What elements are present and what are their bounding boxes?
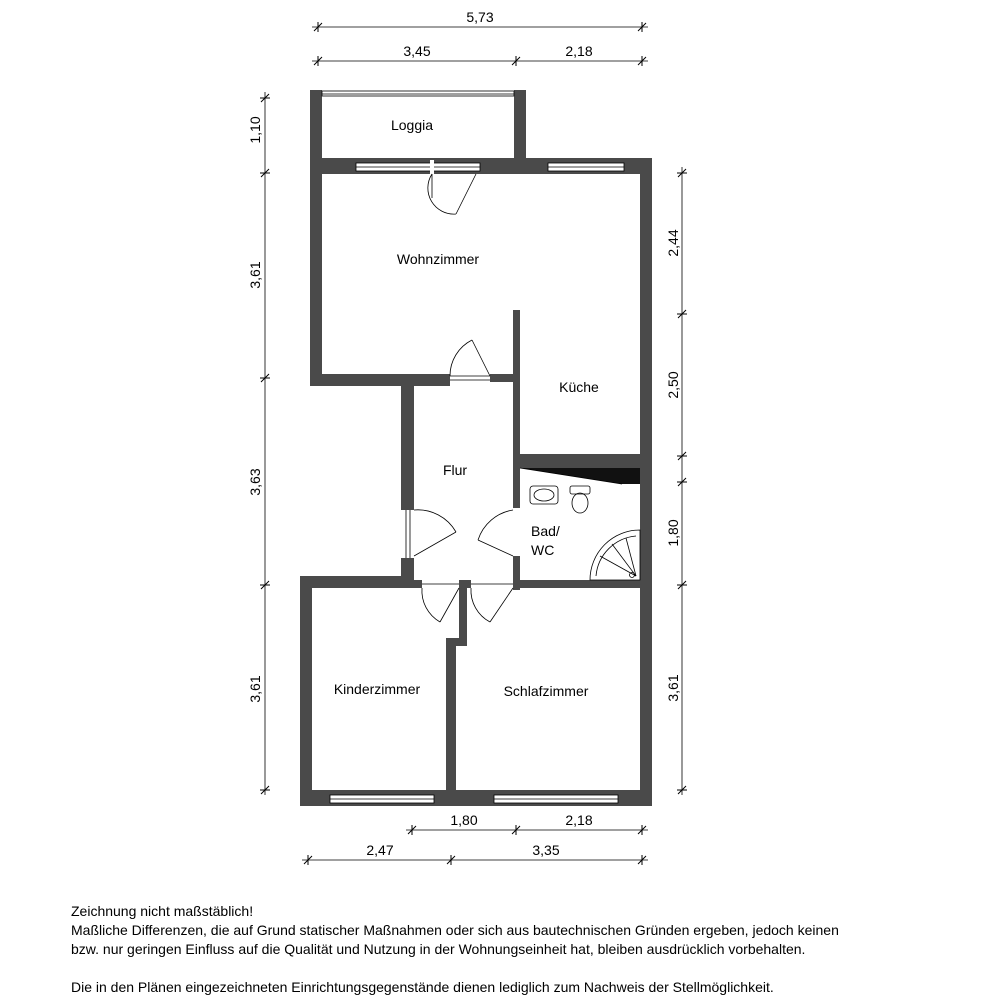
toilet-icon [570,486,590,513]
walls [300,90,652,806]
dim-label-right-3: 1,80 [665,519,681,547]
dim-label-right-2: 2,50 [665,371,681,399]
doors [406,160,513,622]
dim-label-left-3: 3,63 [247,468,263,496]
room-label-bad-line1: Bad/ [531,523,560,539]
disclaimer-notes [71,902,971,997]
dimension-bottom-outer [302,842,648,865]
room-label-kinderzimmer: Kinderzimmer [333,681,421,697]
dim-label-top-total: 5,73 [466,9,494,25]
note-dimension-disclaimer-2: bzw. nur geringen Einfluss auf die Qualität und Nutzung in der Wohnungseinheit hat, bleiben ausdrücklich vorbehalten. [71,941,806,957]
dimension-bottom-inner [406,812,648,835]
dimension-top-split [312,43,648,66]
note-dimension-disclaimer-1: Maßliche Differenzen, die auf Grund statischer Maßnahmen oder sich aus bautechnischen Gründen ergeben, jedoch keinen [71,922,839,938]
dim-label-right-4: 3,61 [665,674,681,702]
dim-label-right-1: 2,44 [665,229,681,257]
room-label-loggia: Loggia [390,117,434,133]
dim-label-left-1: 1,10 [247,116,263,144]
dimension-left [247,92,270,795]
dim-label-bottom-inner-left: 1,80 [450,812,478,828]
room-label-flur: Flur [442,462,468,478]
shower-icon [590,530,640,580]
note-not-to-scale: Zeichnung nicht maßstäblich! [71,903,254,919]
room-label-kueche: Küche [559,379,599,395]
dim-label-left-2: 3,61 [247,261,263,289]
dim-label-top-right: 2,18 [565,43,593,59]
room-label-wohnzimmer: Wohnzimmer [396,251,480,267]
room-label-schlafzimmer: Schlafzimmer [503,683,589,699]
sink-icon [530,486,558,504]
dim-label-bottom-inner-right: 2,18 [565,812,593,828]
dimension-top-total [312,9,648,32]
room-label-bad-line2: WC [531,542,555,558]
note-furniture-disclaimer: Die in den Plänen eingezeichneten Einrichtungsgegenstände dienen lediglich zum Nachweis der Stellmöglichkeit. [71,979,774,995]
dim-label-bottom-right: 3,35 [532,842,560,858]
dim-label-bottom-left: 2,47 [366,842,394,858]
dim-label-left-4: 3,61 [247,675,263,703]
dim-label-top-left: 3,45 [403,43,431,59]
dimension-right [665,167,687,795]
